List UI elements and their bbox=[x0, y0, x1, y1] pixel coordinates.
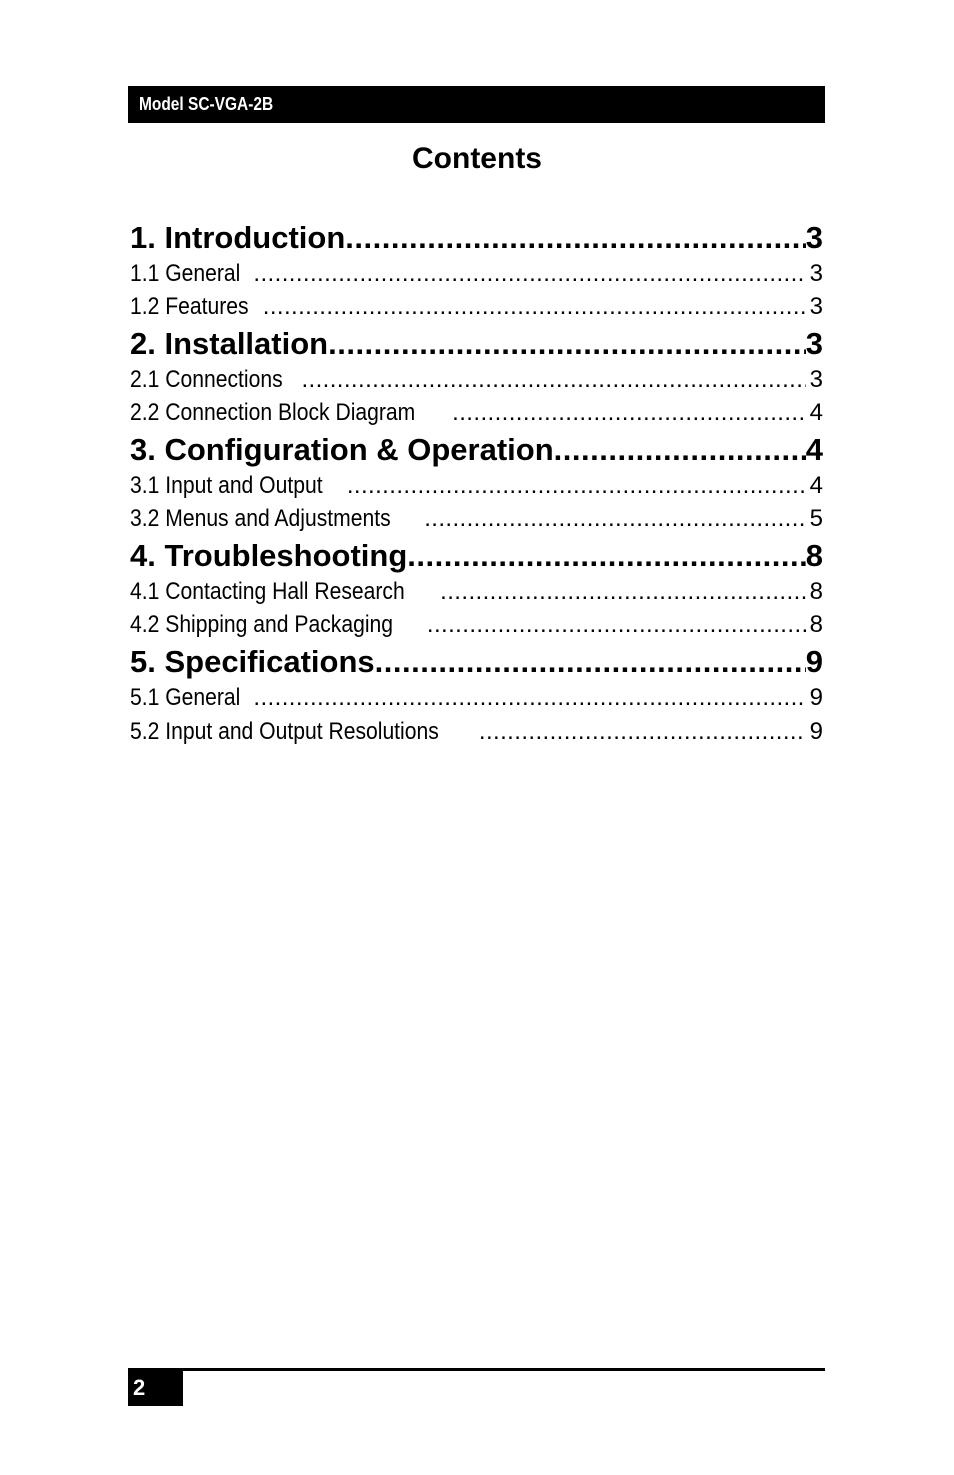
toc-subsection-connection-block-diagram[interactable] bbox=[130, 398, 823, 428]
toc-label: 1. Introduction bbox=[130, 220, 346, 255]
toc-leader-dots bbox=[375, 642, 806, 682]
toc-subsection-general[interactable] bbox=[130, 259, 823, 289]
toc-subsection-input-output-resolutions[interactable] bbox=[130, 717, 823, 747]
toc-page-number: 8 bbox=[809, 611, 823, 638]
toc-section-troubleshooting[interactable] bbox=[130, 536, 823, 576]
toc-leader-dots bbox=[347, 471, 806, 501]
toc-leader-dots bbox=[479, 717, 806, 747]
toc-leader-dots bbox=[253, 683, 805, 713]
toc-leader-dots bbox=[263, 292, 806, 322]
toc-label: 4.1 Contacting Hall Research bbox=[130, 578, 405, 605]
toc-label: 2. Installation bbox=[130, 326, 329, 361]
toc-page-number: 4 bbox=[809, 399, 823, 426]
toc-leader-dots bbox=[427, 610, 806, 640]
toc-section-specifications[interactable] bbox=[130, 642, 823, 682]
footer-rule bbox=[128, 1368, 825, 1371]
toc-subsection-input-output[interactable] bbox=[130, 471, 823, 501]
page-number-box bbox=[128, 1371, 183, 1406]
toc-leader-dots bbox=[253, 259, 805, 289]
toc-subsection-shipping-packaging[interactable] bbox=[130, 610, 823, 640]
page-number: 2 bbox=[133, 1375, 146, 1400]
toc-page-number: 9 bbox=[805, 644, 823, 679]
toc-page-number: 3 bbox=[809, 293, 823, 320]
toc-label: 5.1 General bbox=[130, 684, 241, 711]
model-label: Model SC-VGA-2B bbox=[139, 94, 274, 114]
toc-leader-dots bbox=[440, 577, 805, 607]
toc-label: 5.2 Input and Output Resolutions bbox=[130, 718, 439, 745]
toc-leader-dots bbox=[452, 398, 805, 428]
toc-label: 2.1 Connections bbox=[130, 366, 283, 393]
toc-label: 2.2 Connection Block Diagram bbox=[130, 399, 416, 426]
toc-label: 4. Troubleshooting bbox=[130, 538, 408, 573]
toc-leader-dots bbox=[301, 365, 805, 395]
toc-leader-dots bbox=[554, 430, 806, 470]
toc-page-number: 3 bbox=[805, 220, 823, 255]
toc-section-introduction[interactable] bbox=[130, 218, 823, 258]
toc-subsection-contacting-hall-research[interactable] bbox=[130, 577, 823, 607]
toc-page-number: 4 bbox=[809, 472, 823, 499]
toc-label: 4.2 Shipping and Packaging bbox=[130, 611, 394, 638]
toc-leader-dots bbox=[328, 324, 806, 364]
page-title: Contents bbox=[412, 142, 542, 175]
toc-subsection-features[interactable] bbox=[130, 292, 823, 322]
toc-leader-dots bbox=[424, 504, 805, 534]
toc-label: 5. Specifications bbox=[130, 644, 375, 679]
toc-label: 3.1 Input and Output bbox=[130, 472, 323, 499]
toc-subsection-menus-adjustments[interactable] bbox=[130, 504, 823, 534]
toc-page-number: 5 bbox=[809, 505, 823, 532]
toc-page-number: 9 bbox=[809, 718, 823, 745]
toc-page-number: 9 bbox=[809, 684, 823, 711]
toc-section-configuration[interactable] bbox=[130, 430, 823, 470]
toc-page-number: 8 bbox=[805, 538, 823, 573]
toc-section-installation[interactable] bbox=[130, 324, 823, 364]
toc-label: 1.2 Features bbox=[130, 293, 249, 320]
toc-leader-dots bbox=[407, 536, 805, 576]
toc-page-number: 3 bbox=[809, 366, 823, 393]
toc-subsection-specs-general[interactable] bbox=[130, 683, 823, 713]
toc-page-number: 3 bbox=[805, 326, 823, 361]
toc-page-number: 3 bbox=[809, 260, 823, 287]
toc-label: 1.1 General bbox=[130, 260, 241, 287]
toc-page-number: 4 bbox=[805, 432, 823, 467]
header-bar bbox=[128, 86, 825, 123]
toc-leader-dots bbox=[345, 218, 805, 258]
toc-page-number: 8 bbox=[809, 578, 823, 605]
toc-label: 3.2 Menus and Adjustments bbox=[130, 505, 391, 532]
toc-label: 3. Configuration & Operation bbox=[130, 432, 554, 467]
toc-subsection-connections[interactable] bbox=[130, 365, 823, 395]
